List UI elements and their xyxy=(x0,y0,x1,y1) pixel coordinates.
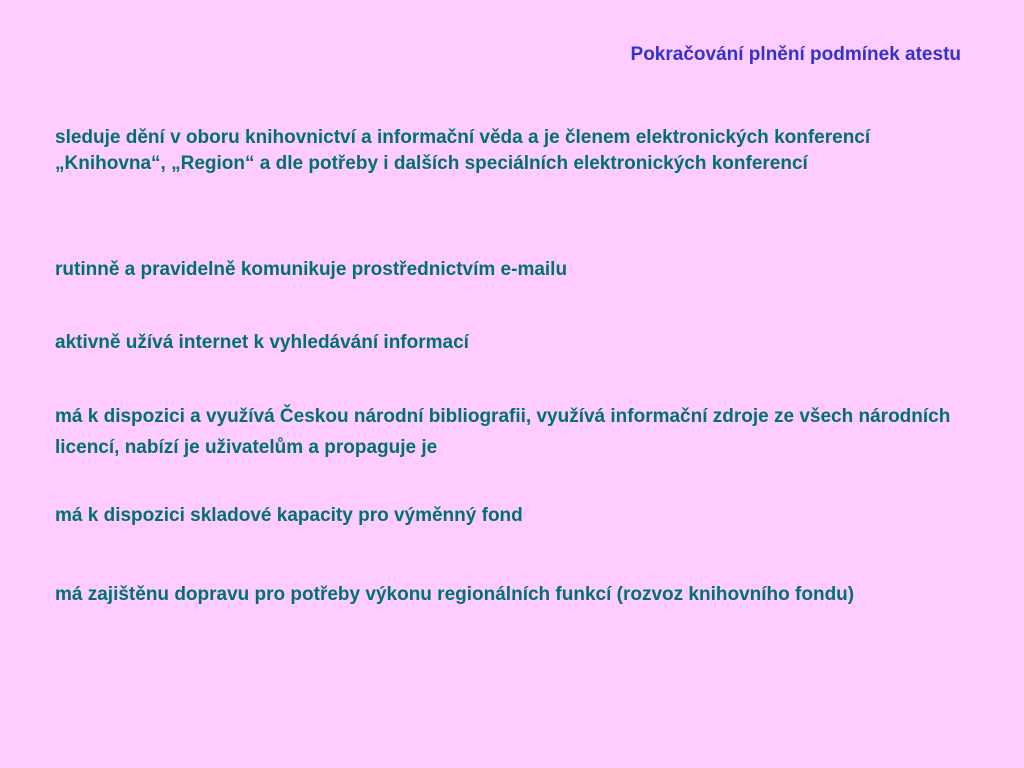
paragraph-6: má zajištěnu dopravu pro potřeby výkonu regionálních funkcí (rozvoz knihovního fondu) xyxy=(55,584,855,605)
paragraph-2: rutinně a pravidelně komunikuje prostřednictvím e-mailu xyxy=(55,259,568,280)
paragraph-3: aktivně užívá internet k vyhledávání informací xyxy=(55,332,469,353)
slide-title: Pokračování plnění podmínek atestu xyxy=(630,44,961,65)
paragraph-5: má k dispozici skladové kapacity pro výměnný fond xyxy=(55,505,523,526)
paragraph-4: má k dispozici a využívá Českou národní bibliografii, využívá informační zdroje ze všech národních licencí, nabízí je uživatelům a propaguje je xyxy=(55,406,951,458)
paragraph-1: sleduje dění v oboru knihovnictví a informační věda a je členem elektronických konferencí „Knihovna“, „Region“ a dle potřeby i dalších speciálních elektronických konferencí xyxy=(55,127,871,174)
